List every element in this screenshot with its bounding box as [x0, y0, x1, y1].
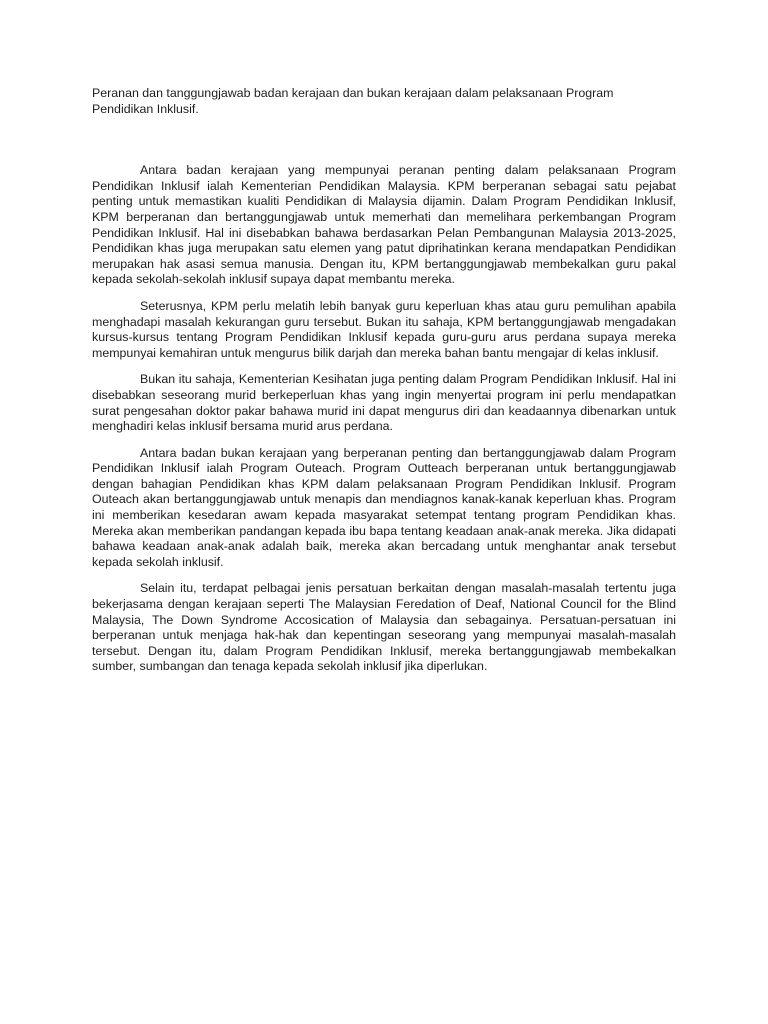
paragraph-kpm: Antara badan kerajaan yang mempunyai peranan penting dalam pelaksanaan Program Pendidikan Inklusif ialah Kementerian Pendidikan Malaysia. KPM berperanan sebagai satu pejabat penting untuk memastikan kualiti Pendidikan di Malaysia dijamin. Dalam Program Pendidikan Inklusif, KPM berperanan dan bertanggungjawab untuk memerhati dan memelihara perkembangan Program Pendidikan Inklusif. Hal ini disebabkan bahawa berdasarkan Pelan Pembangunan Malaysia 2013-2025, Pendidikan khas juga merupakan satu elemen yang patut diprihatinkan kerana mendapatkan Pendidikan merupakan hak asasi semua manusia. Dengan itu, KPM bertanggungjawab membekalkan guru pakal kepada sekolah-sekolah inklusif supaya dapat membantu mereka. — [92, 163, 676, 287]
paragraph-health-ministry: Bukan itu sahaja, Kementerian Kesihatan juga penting dalam Program Pendidikan Inklusif. Hal ini disebabkan seseorang murid berkeperluan khas yang ingin menyertai program ini perlu mendapatkan surat pengesahan doktor pakar bahawa murid ini dapat mengurus diri dan keadaannya dibenarkan untuk menghadiri kelas inklusif bersama murid arus perdana. — [92, 372, 676, 434]
document-page — [92, 86, 676, 686]
paragraph-outreach: Antara badan bukan kerajaan yang berperanan penting dan bertanggungjawab dalam Program Pendidikan Inklusif ialah Program Outeach. Program Outteach berperanan untuk bertanggungjawab dengan bahagian Pendidikan khas KPM dalam pelaksanaan Program Pendidikan Inklusif. Program Outeach akan bertanggungjawab untuk menapis dan mendiagnos kanak-kanak keperluan khas. Program ini memberikan kesedaran awam kepada masyarakat setempat tentang program Pendidikan khas. Mereka akan memberikan pandangan kepada ibu bapa tentang keadaan anak-anak mereka. Jika didapati bahawa keadaan anak-anak adalah baik, mereka akan bercadang untuk menghantar anak tersebut kepada sekolah inklusif. — [92, 445, 676, 569]
paragraph-training: Seterusnya, KPM perlu melatih lebih banyak guru keperluan khas atau guru pemulihan apabila menghadapi masalah kekurangan guru tersebut. Bukan itu sahaja, KPM bertanggungjawab mengadakan kursus-kursus tentang Program Pendidikan Inklusif kepada guru-guru arus perdana supaya mereka mempunyai kemahiran untuk mengurus bilik darjah dan mereka bahan bantu mengajar di kelas inklusif. — [92, 298, 676, 360]
document-title: Peranan dan tanggungjawab badan kerajaan dan bukan kerajaan dalam pelaksanaan Program Pendidikan Inklusif. — [92, 86, 614, 116]
paragraph-associations: Selain itu, terdapat pelbagai jenis persatuan berkaitan dengan masalah-masalah tertentu juga bekerjasama dengan kerajaan seperti The Malaysian Feredation of Deaf, National Council for the Blind Malaysia, The Down Syndrome Accosication of Malaysia dan sebagainya. Persatuan-persatuan ini berperanan untuk menjaga hak-hak dan kepentingan seseorang yang mempunyai masalah-masalah tersebut. Dengan itu, dalam Program Pendidikan Inklusif, mereka bertanggungjawab membekalkan sumber, sumbangan dan tenaga kepada sekolah inklusif jika diperlukan. — [92, 581, 676, 674]
